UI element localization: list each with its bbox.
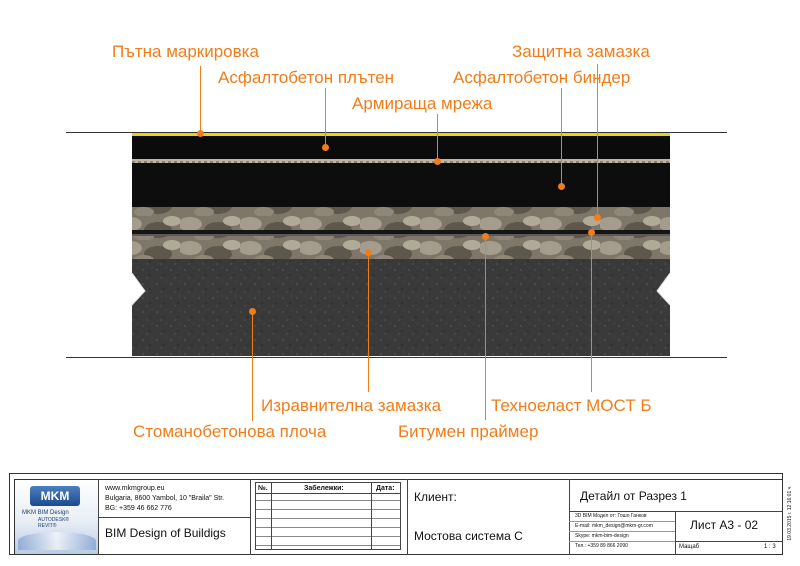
project-name: Мостова система С <box>414 529 523 543</box>
leader-technoelast <box>591 232 592 392</box>
leader-road-marking <box>200 66 201 133</box>
leader-dot-rc-slab <box>249 308 256 315</box>
label-asphalt-binder: Асфалтобетон биндер <box>453 68 631 87</box>
label-rc-slab: Стоманобетонова плоча <box>133 422 327 441</box>
info-line-3: Skype: mkm-bim-design <box>575 533 629 539</box>
label-road-marking: Пътна маркировка <box>112 42 259 61</box>
leader-bitumen-primer <box>485 236 486 420</box>
leader-dot-reinforcing-mesh <box>434 158 441 165</box>
road-marking-layer <box>132 133 670 136</box>
logo-subtitle: MKM BIM Design <box>22 510 69 516</box>
info-line-1: 3D BIM Модел от: Гошо Ганков <box>575 513 647 519</box>
client-label: Клиент: <box>414 490 457 504</box>
company-slogan: BIM Design of Buildigs <box>105 526 226 540</box>
company-phone: BG: +359 46 662 776 <box>105 505 172 512</box>
notes-col-1 <box>271 483 272 549</box>
label-protective-screed: Защитна замазка <box>512 42 650 61</box>
info-line-2: E-mail: mkm_design@mkm-gr.com <box>575 523 653 529</box>
asphalt-dense-layer <box>132 136 670 159</box>
print-timestamp: 19.03.2015 г. 12:16:01 ч. <box>787 485 793 541</box>
company-website: www.mkmgroup.eu <box>105 485 165 492</box>
notes-header-no: №. <box>258 485 268 492</box>
autodesk-revit-badge: AUTODESK® REVIT® <box>38 517 70 529</box>
label-technoelast: Техноеласт МОСТ Б <box>491 396 652 415</box>
leader-rc-slab <box>252 311 253 421</box>
label-asphalt-dense: Асфалтобетон плътен <box>218 68 395 87</box>
info-line-4: Тел.: +359 89 866 2090 <box>575 543 628 549</box>
label-bitumen-primer: Битумен праймер <box>398 422 539 441</box>
tb-info-sep-3 <box>569 541 675 542</box>
tb-divider-scale <box>675 541 783 542</box>
notes-col-2 <box>371 483 372 549</box>
notes-header-date: Дата: <box>376 485 395 492</box>
leader-asphalt-dense <box>325 88 326 147</box>
logo-swoosh <box>18 532 96 550</box>
tb-divider-title <box>569 479 570 555</box>
asphalt-binder-layer <box>132 163 670 207</box>
leader-reinforcing-mesh <box>437 114 438 161</box>
leader-dot-protective-screed <box>594 214 601 221</box>
scale-value: 1 : 3 <box>764 544 776 550</box>
label-reinforcing-mesh: Армираща мрежа <box>352 94 493 113</box>
label-leveling-screed: Изравнителна замазка <box>261 396 442 415</box>
rc-slab-layer <box>132 259 670 356</box>
leveling-screed-layer <box>132 236 670 259</box>
sheet-number: Лист А3 - 02 <box>690 518 759 532</box>
leader-dot-leveling-screed <box>365 249 372 256</box>
tb-divider-sheet <box>675 511 676 555</box>
tb-info-sep-1 <box>569 521 675 522</box>
tb-divider-slogan <box>98 517 250 518</box>
tb-divider-client <box>407 479 408 555</box>
notes-header-notes: Забележки: <box>304 485 344 492</box>
leader-dot-asphalt-binder <box>558 183 565 190</box>
protective-screed-layer <box>132 207 670 230</box>
scale-label: Мащаб <box>679 544 700 550</box>
tb-divider-title-h <box>569 511 783 512</box>
leader-asphalt-binder <box>561 88 562 186</box>
reinforcing-mesh-layer <box>132 159 670 163</box>
company-address: Bulgaria, 8600 Yambol, 10 "Braila" Str. <box>105 495 225 502</box>
tb-divider-notes-left <box>250 479 251 555</box>
drawing-title: Детайл от Разрез 1 <box>580 489 687 503</box>
leader-leveling-screed <box>368 252 369 392</box>
leader-dot-bitumen-primer <box>482 233 489 240</box>
leader-dot-technoelast <box>588 229 595 236</box>
leader-dot-asphalt-dense <box>322 144 329 151</box>
leader-dot-road-marking <box>197 130 204 137</box>
logo-text: MKM <box>40 489 70 503</box>
tb-info-sep-2 <box>569 531 675 532</box>
